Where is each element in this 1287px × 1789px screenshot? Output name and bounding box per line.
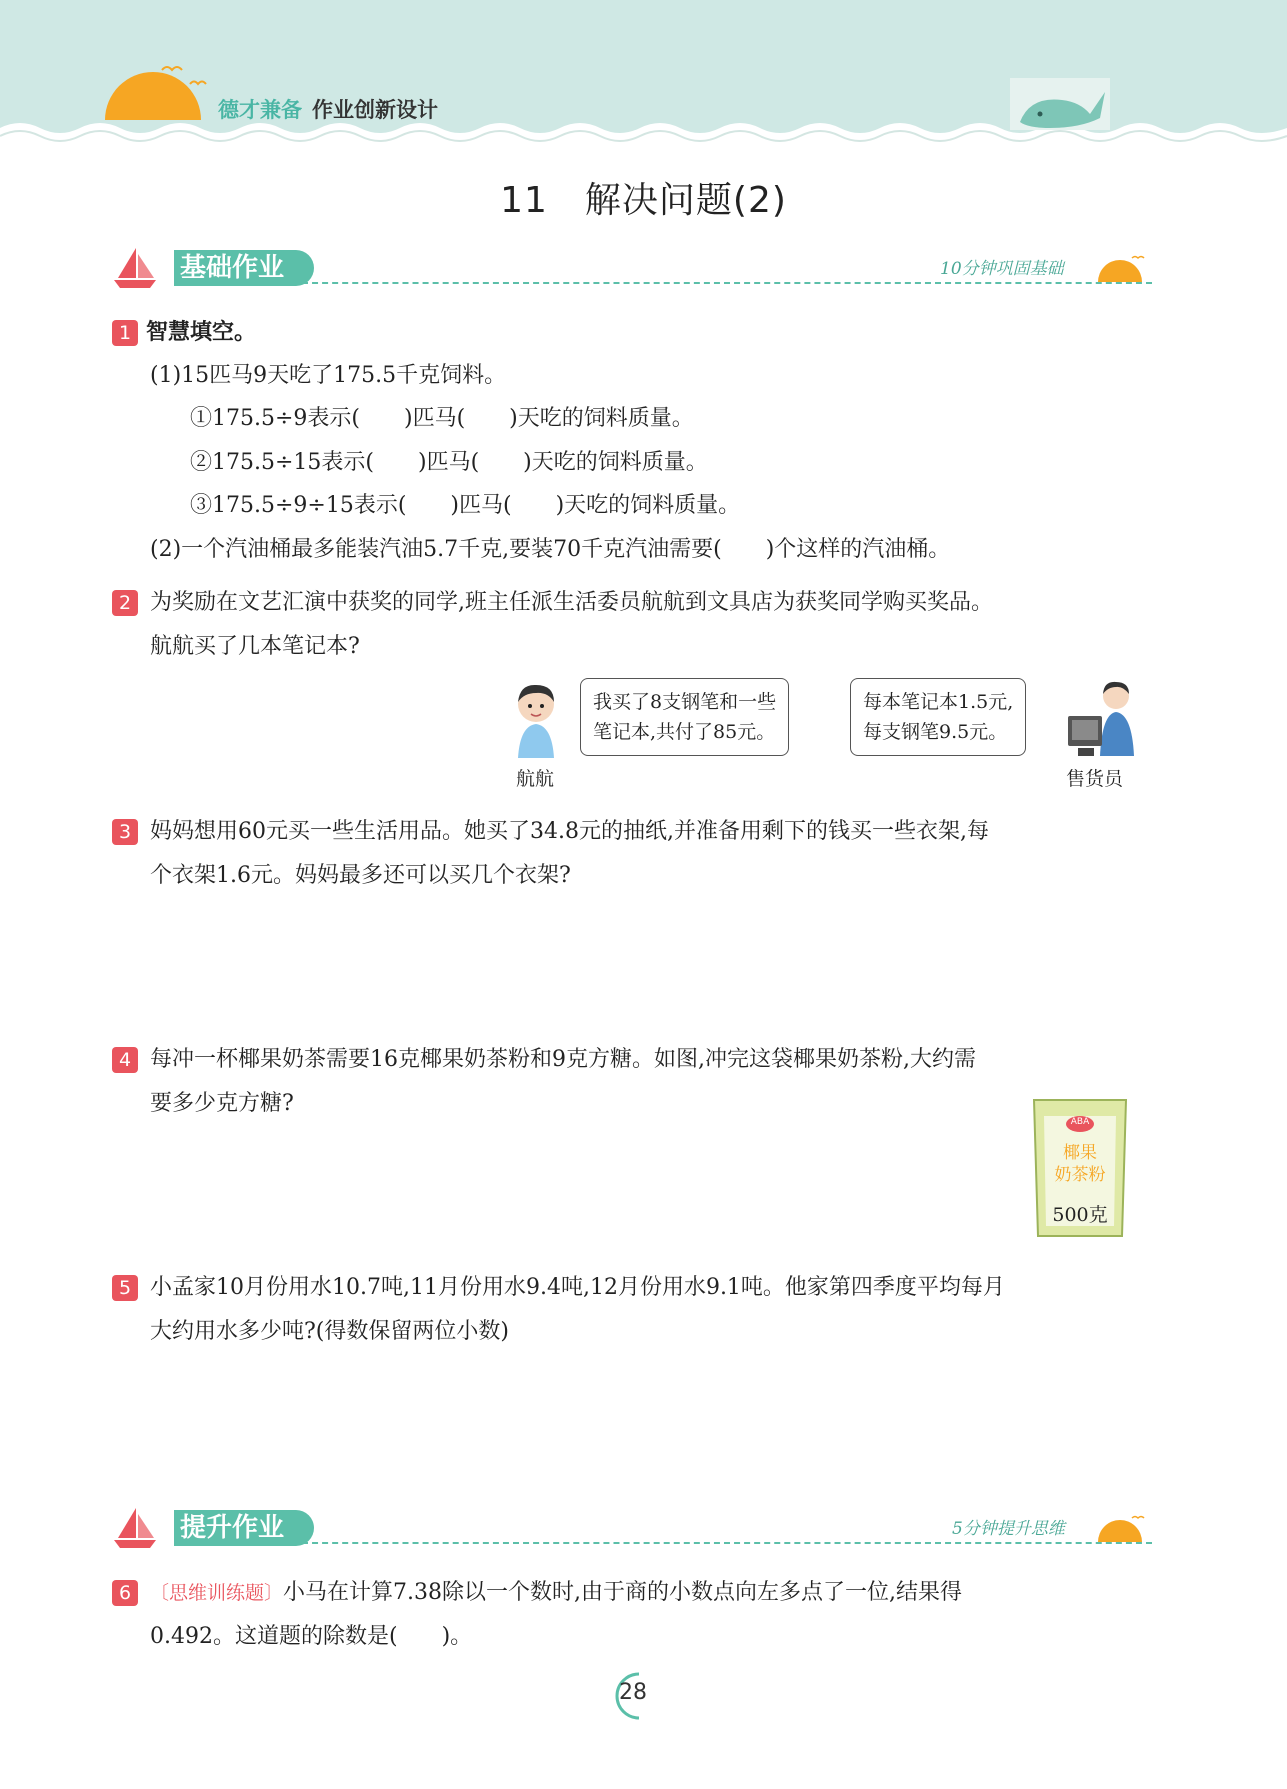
cashier-character-icon bbox=[1066, 676, 1146, 760]
brand-accent: 德才兼备 bbox=[218, 98, 302, 122]
birds-icon bbox=[160, 62, 210, 92]
question-1-part-1: (1)15匹马9天吃了175.5千克饲料。 bbox=[150, 363, 507, 388]
question-3-text-line-2: 个衣架1.6元。妈妈最多还可以买几个衣架? bbox=[150, 863, 571, 888]
sailboat-icon bbox=[112, 1506, 158, 1550]
character-name-right: 售货员 bbox=[1066, 768, 1124, 790]
question-5-text-line-2: 大约用水多少吨?(得数保留两位小数) bbox=[150, 1319, 509, 1344]
section-subtitle-basic: 10分钟巩固基础 bbox=[940, 259, 1064, 279]
bag-logo: ABA bbox=[1070, 1117, 1090, 1127]
bubble-text: 我买了8支钢笔和一些 bbox=[593, 691, 777, 713]
character-name-left: 航航 bbox=[516, 768, 555, 790]
whale-icon bbox=[1010, 78, 1110, 130]
question-number: 4 bbox=[112, 1047, 138, 1073]
question-6-text-line-2: 0.492。这道题的除数是( )。 bbox=[150, 1624, 473, 1649]
section-header-basic bbox=[112, 246, 1152, 290]
question-number: 5 bbox=[112, 1275, 138, 1301]
section-label-advanced: 提升作业 bbox=[174, 1510, 314, 1546]
question-2-text-line-2: 航航买了几本笔记本? bbox=[150, 634, 360, 659]
question-3-text-line-1: 妈妈想用60元买一些生活用品。她买了34.8元的抽纸,并准备用剩下的钱买一些衣架,每 bbox=[150, 819, 989, 844]
speech-bubble-buyer bbox=[580, 678, 789, 756]
brand-name: 作业创新设计 bbox=[312, 98, 438, 122]
question-number: 1 bbox=[112, 320, 138, 346]
bubble-text: 每本笔记本1.5元, bbox=[863, 691, 1014, 713]
small-sun-icon bbox=[1094, 252, 1152, 288]
question-1-item-b: ②175.5÷15表示( )匹马( )天吃的饲料质量。 bbox=[190, 450, 708, 475]
question-number: 3 bbox=[112, 819, 138, 845]
question-6-text-line-1 bbox=[150, 1578, 962, 1608]
question-4-text-line-2: 要多少克方糖? bbox=[150, 1091, 294, 1116]
bag-label-2: 奶茶粉 bbox=[1054, 1165, 1106, 1185]
question-4-text-line-1: 每冲一杯椰果奶茶需要16克椰果奶茶粉和9克方糖。如图,冲完这袋椰果奶茶粉,大约需 bbox=[150, 1047, 976, 1072]
sailboat-icon bbox=[112, 246, 158, 290]
question-number: 2 bbox=[112, 590, 138, 616]
bubble-text: 每支钢笔9.5元。 bbox=[863, 721, 1008, 743]
section-divider bbox=[302, 282, 1152, 284]
boy-character-icon bbox=[508, 680, 564, 760]
bubble-text: 笔记本,共付了85元。 bbox=[593, 721, 776, 743]
section-subtitle-advanced: 5分钟提升思维 bbox=[952, 1519, 1065, 1539]
question-2-text-line-1: 为奖励在文艺汇演中获奖的同学,班主任派生活委员航航到文具店为获奖同学购买奖品。 bbox=[150, 590, 993, 615]
question-tag: 〔思维训练题〕 bbox=[150, 1582, 284, 1604]
bag-weight: 500克 bbox=[1052, 1204, 1108, 1226]
question-6-text: 小马在计算7.38除以一个数时,由于商的小数点向左多点了一位,结果得 bbox=[283, 1580, 962, 1605]
page-title: 11 解决问题(2) bbox=[500, 180, 787, 221]
milk-tea-powder-bag bbox=[1030, 1096, 1130, 1240]
page-number: 28 bbox=[619, 1680, 647, 1705]
small-sun-icon bbox=[1094, 1512, 1152, 1548]
section-header-advanced bbox=[112, 1506, 1152, 1550]
question-1-item-a: ①175.5÷9表示( )匹马( )天吃的饲料质量。 bbox=[190, 406, 694, 431]
question-number: 6 bbox=[112, 1580, 138, 1606]
question-1-item-c: ③175.5÷9÷15表示( )匹马( )天吃的饲料质量。 bbox=[190, 493, 741, 518]
speech-bubble-clerk bbox=[850, 678, 1026, 756]
bag-label-1: 椰果 bbox=[1063, 1143, 1097, 1163]
section-label-basic: 基础作业 bbox=[174, 250, 314, 286]
section-divider bbox=[302, 1542, 1152, 1544]
question-5-text-line-1: 小孟家10月份用水10.7吨,11月份用水9.4吨,12月份用水9.1吨。他家第四季度平均每月 bbox=[150, 1275, 1005, 1300]
question-1-prompt: 智慧填空。 bbox=[146, 320, 257, 345]
question-1-part-2: (2)一个汽油桶最多能装汽油5.7千克,要装70千克汽油需要( )个这样的汽油桶。 bbox=[150, 537, 951, 562]
